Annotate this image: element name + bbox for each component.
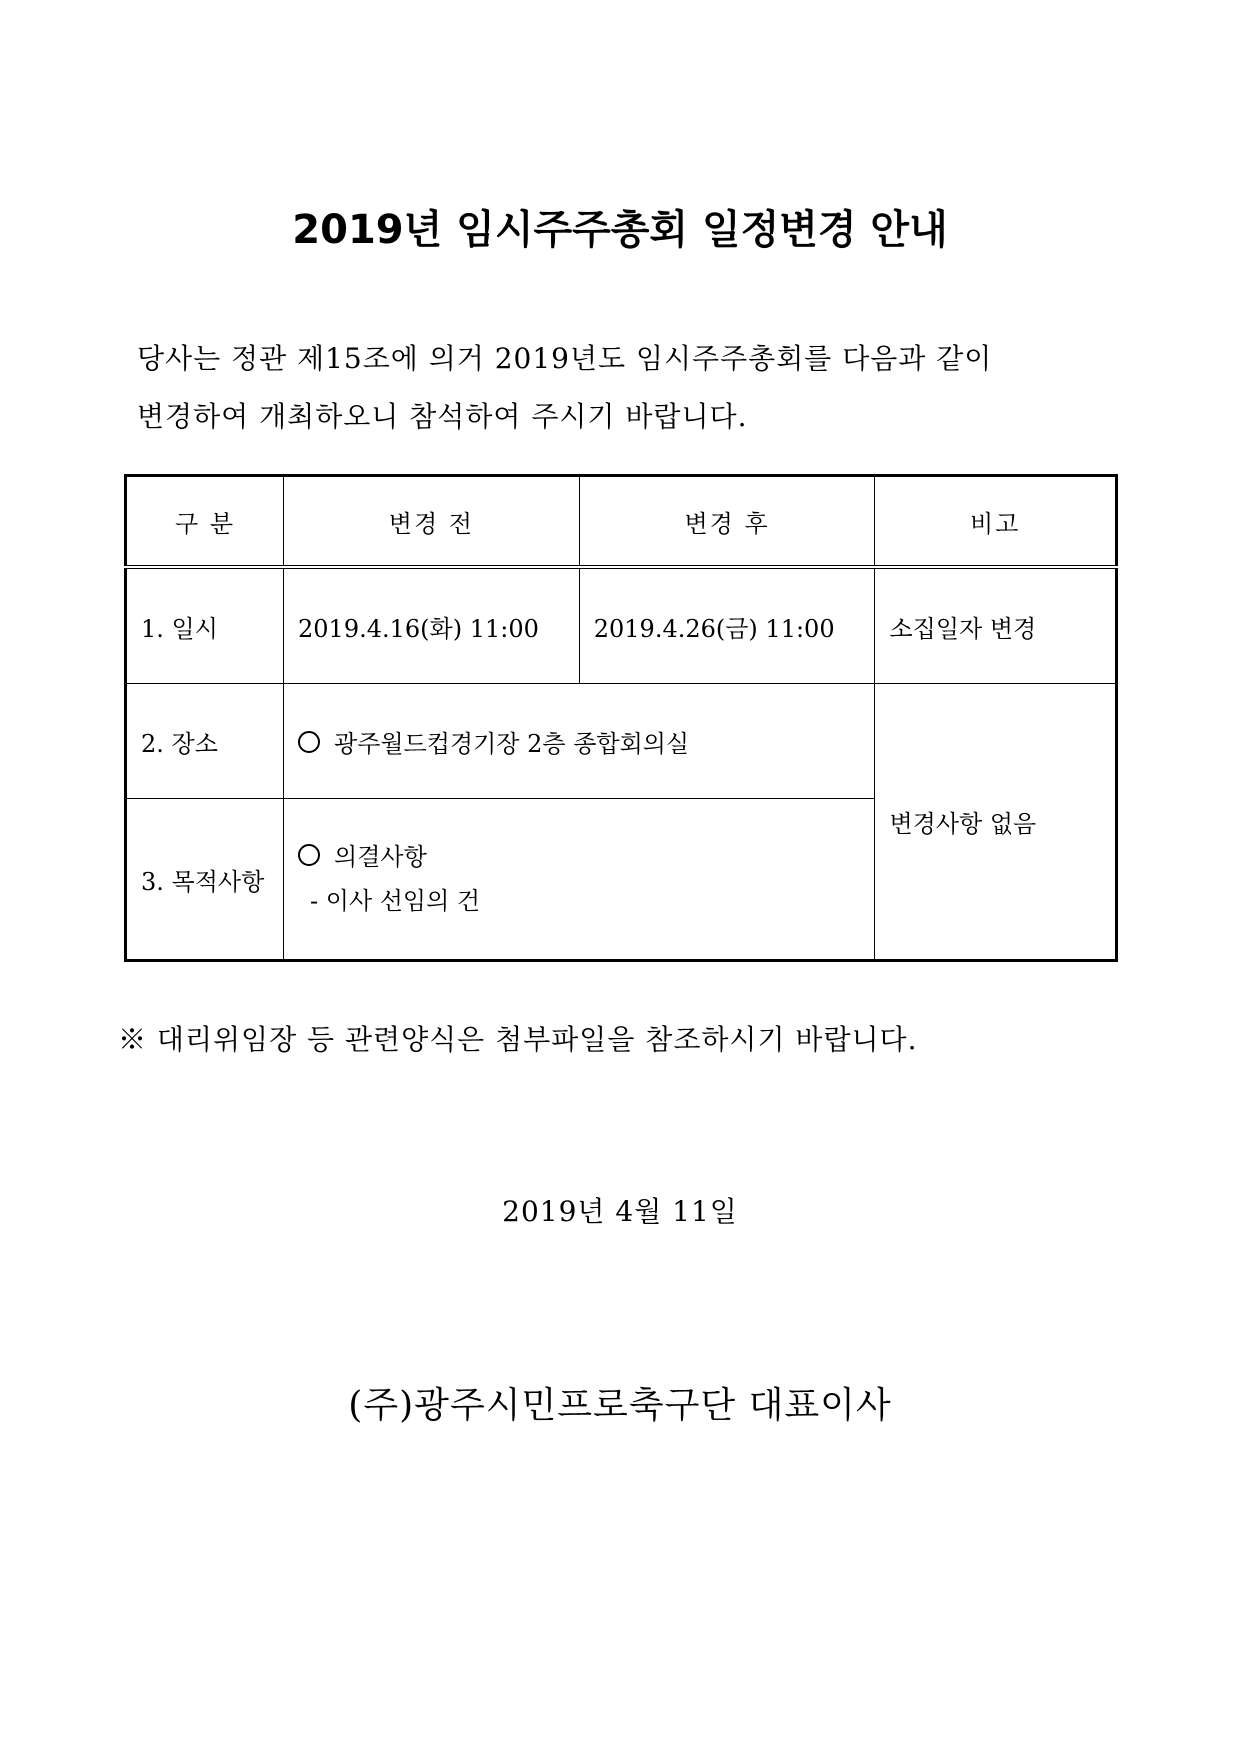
intro-line-2: 변경하여 개최하오니 참석하여 주시기 바랍니다. [137, 400, 748, 433]
header-before: 변경 전 [284, 476, 580, 568]
agenda-label: 3. 목적사항 [126, 799, 284, 961]
intro-line-1: 당사는 정관 제15조에 의거 2019년도 임시주주총회를 다음과 같이 [137, 342, 993, 375]
datetime-before: 2019.4.16(화) 11:00 [284, 567, 580, 684]
document-date: 2019년 4월 11일 [502, 1195, 738, 1228]
shared-note: 변경사항 없음 [875, 684, 1117, 961]
table-row-venue [126, 684, 1117, 799]
signature-line: (주)광주시민프로축구단 대표이사 [348, 1385, 892, 1426]
schedule-change-table [124, 474, 1118, 962]
table-row-datetime [126, 567, 1117, 684]
agenda-value-cell [284, 799, 875, 961]
datetime-after: 2019.4.26(금) 11:00 [579, 567, 875, 684]
intro-paragraph [137, 330, 1087, 446]
table-header-row [126, 476, 1117, 568]
agenda-item-line [298, 835, 860, 879]
venue-value-cell [284, 684, 875, 799]
circle-bullet-icon [298, 844, 320, 866]
venue-label: 2. 장소 [126, 684, 284, 799]
attachment-notice: ※ 대리위임장 등 관련양식은 첨부파일을 참조하시기 바랍니다. [118, 1023, 918, 1056]
datetime-label: 1. 일시 [126, 567, 284, 684]
agenda-item: 의결사항 [334, 843, 427, 871]
agenda-subitem: - 이사 선임의 건 [310, 887, 481, 915]
header-category: 구 분 [126, 476, 284, 568]
header-after: 변경 후 [579, 476, 875, 568]
venue-value: 광주월드컵경기장 2층 종합회의실 [334, 729, 690, 758]
header-note: 비고 [875, 476, 1117, 568]
circle-bullet-icon [298, 731, 320, 753]
datetime-note: 소집일자 변경 [875, 567, 1117, 684]
document-title: 2019년 임시주주총회 일정변경 안내 [292, 207, 948, 253]
